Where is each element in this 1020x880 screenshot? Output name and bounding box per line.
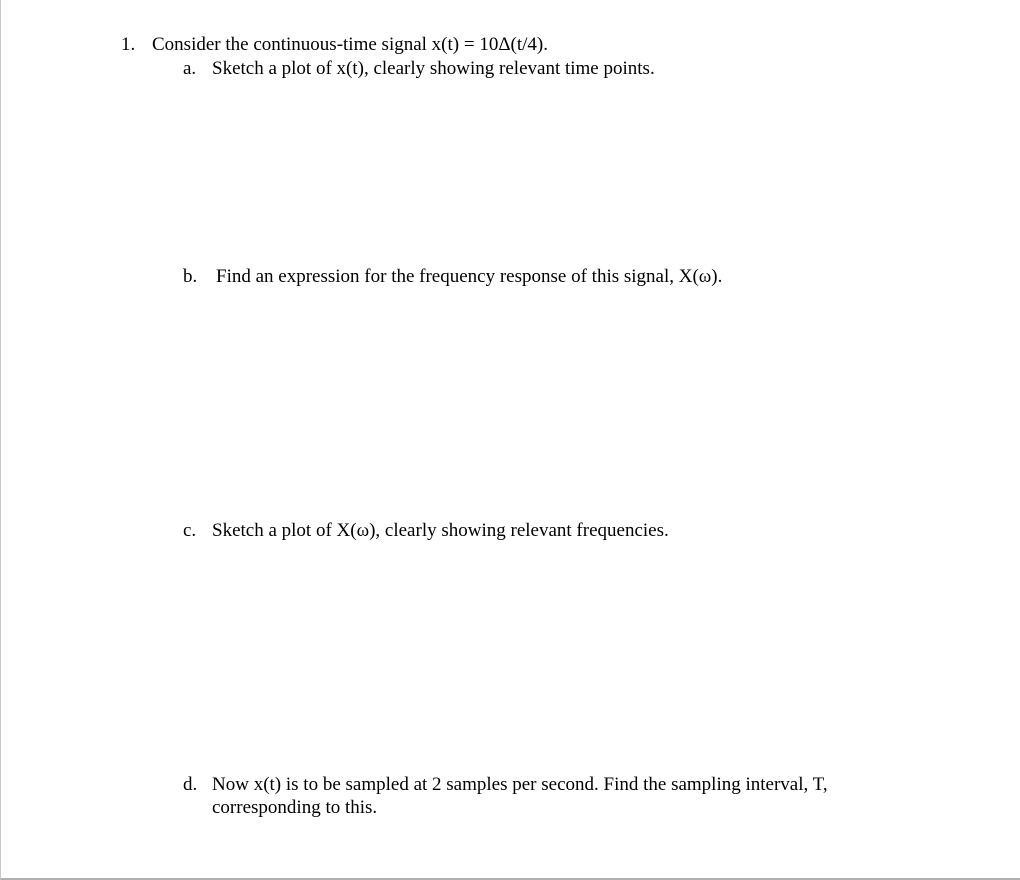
problem-statement-line [1, 34, 1020, 56]
problem-statement: Consider the continuous-time signal x(t) = 10Δ(t/4). [152, 34, 549, 55]
part-b [1, 266, 1020, 288]
part-c-label: c. [183, 520, 197, 541]
part-d-label: d. [183, 774, 198, 795]
part-d-continuation-line [1, 797, 1020, 819]
part-a-text: Sketch a plot of x(t), clearly showing relevant time points. [212, 58, 655, 79]
part-a [1, 58, 1020, 80]
part-d-text: Now x(t) is to be sampled at 2 samples per second. Find the sampling interval, T, [212, 774, 828, 795]
part-b-text: Find an expression for the frequency response of this signal, X(ω). [216, 266, 723, 287]
part-c-text: Sketch a plot of X(ω), clearly showing relevant frequencies. [212, 520, 669, 541]
part-d [1, 774, 1020, 796]
part-b-label: b. [183, 266, 198, 287]
part-a-label: a. [183, 58, 197, 79]
part-c [1, 520, 1020, 542]
part-d-continuation: corresponding to this. [212, 797, 378, 818]
problem-number: 1. [121, 34, 136, 55]
